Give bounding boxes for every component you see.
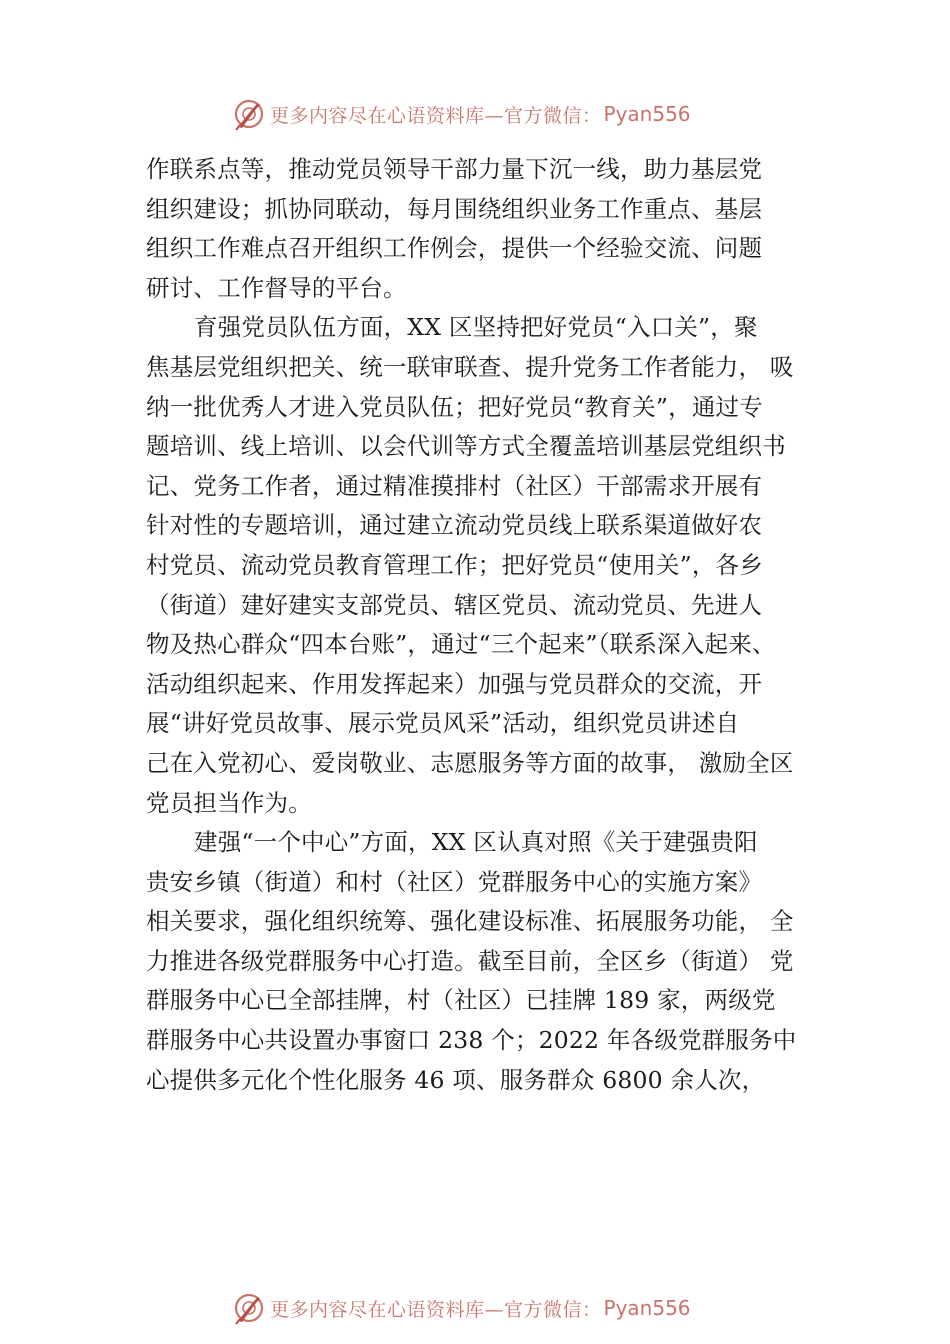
body-line: 相关要求，强化组织统筹、强化建设标准、拓展服务功能， 全 bbox=[146, 907, 794, 936]
pen-logo-icon bbox=[232, 97, 266, 131]
body-line: 焦基层党组织把关、统一联审联查、提升党务工作者能力， 吸 bbox=[146, 352, 794, 381]
body-line: 群服务中心共设置办事窗口 238 个；2022 年各级党群服务中 bbox=[146, 1026, 797, 1055]
watermark-footer bbox=[232, 1290, 752, 1326]
paragraph-start-line: 育强党员队伍方面，XX 区坚持把好党员“入口关”，聚 bbox=[194, 313, 758, 342]
body-line: 群服务中心已全部挂牌，村（社区）已挂牌 189 家，两级党 bbox=[146, 986, 776, 1015]
body-line: 村党员、流动党员教育管理工作；把好党员“使用关”，各乡 bbox=[146, 550, 763, 579]
body-line: 心提供多元化个性化服务 46 项、服务群众 6800 余人次， bbox=[146, 1065, 766, 1094]
body-line: 研讨、工作督导的平台。 bbox=[146, 273, 407, 302]
watermark-wechat-id: Pyan556 bbox=[603, 102, 691, 126]
body-line: 组织工作难点召开组织工作例会，提供一个经验交流、问题 bbox=[146, 234, 763, 263]
body-line: 物及热心群众“四本台账”，通过“三个起来”（联系深入起来、 bbox=[146, 630, 776, 659]
body-line: 作联系点等，推动党员领导干部力量下沉一线，助力基层党 bbox=[146, 155, 763, 183]
body-line: 贵安乡镇（街道）和村（社区）党群服务中心的实施方案》 bbox=[146, 867, 763, 896]
watermark-wechat-id: Pyan556 bbox=[603, 1296, 691, 1320]
body-line: 纳一批优秀人才进入党员队伍；把好党员“教育关”，通过专 bbox=[146, 392, 763, 421]
body-line: 己在入党初心、爱岗敬业、志愿服务等方面的故事， 激励全区 bbox=[146, 748, 794, 777]
body-line: 展“讲好党员故事、展示党员风采”活动，组织党员讲述自 bbox=[146, 709, 740, 738]
body-line: 力推进各级党群服务中心打造。截至目前，全区乡（街道） 党 bbox=[146, 946, 794, 975]
watermark-text: 更多内容尽在心语资料库—官方微信： bbox=[270, 104, 602, 127]
body-line: （街道）建好建实支部党员、辖区党员、流动党员、先进人 bbox=[146, 590, 763, 619]
paragraph-start-line: 建强“一个中心”方面，XX 区认真对照《关于建强贵阳 bbox=[194, 828, 758, 857]
body-line: 活动组织起来、作用发挥起来）加强与党员群众的交流，开 bbox=[146, 669, 763, 698]
body-line: 题培训、线上培训、以会代训等方式全覆盖培训基层党组织书 bbox=[146, 432, 786, 461]
pen-logo-icon bbox=[232, 1291, 266, 1325]
watermark-header bbox=[232, 96, 752, 132]
body-line: 记、党务工作者，通过精准摸排村（社区）干部需求开展有 bbox=[146, 471, 763, 500]
body-line: 针对性的专题培训，通过建立流动党员线上联系渠道做好农 bbox=[146, 511, 763, 540]
document-body bbox=[146, 150, 836, 1100]
body-line: 组织建设；抓协同联动，每月围绕组织业务工作重点、基层 bbox=[146, 194, 763, 223]
watermark-text: 更多内容尽在心语资料库—官方微信： bbox=[270, 1298, 602, 1321]
body-line: 党员担当作为。 bbox=[146, 788, 312, 817]
